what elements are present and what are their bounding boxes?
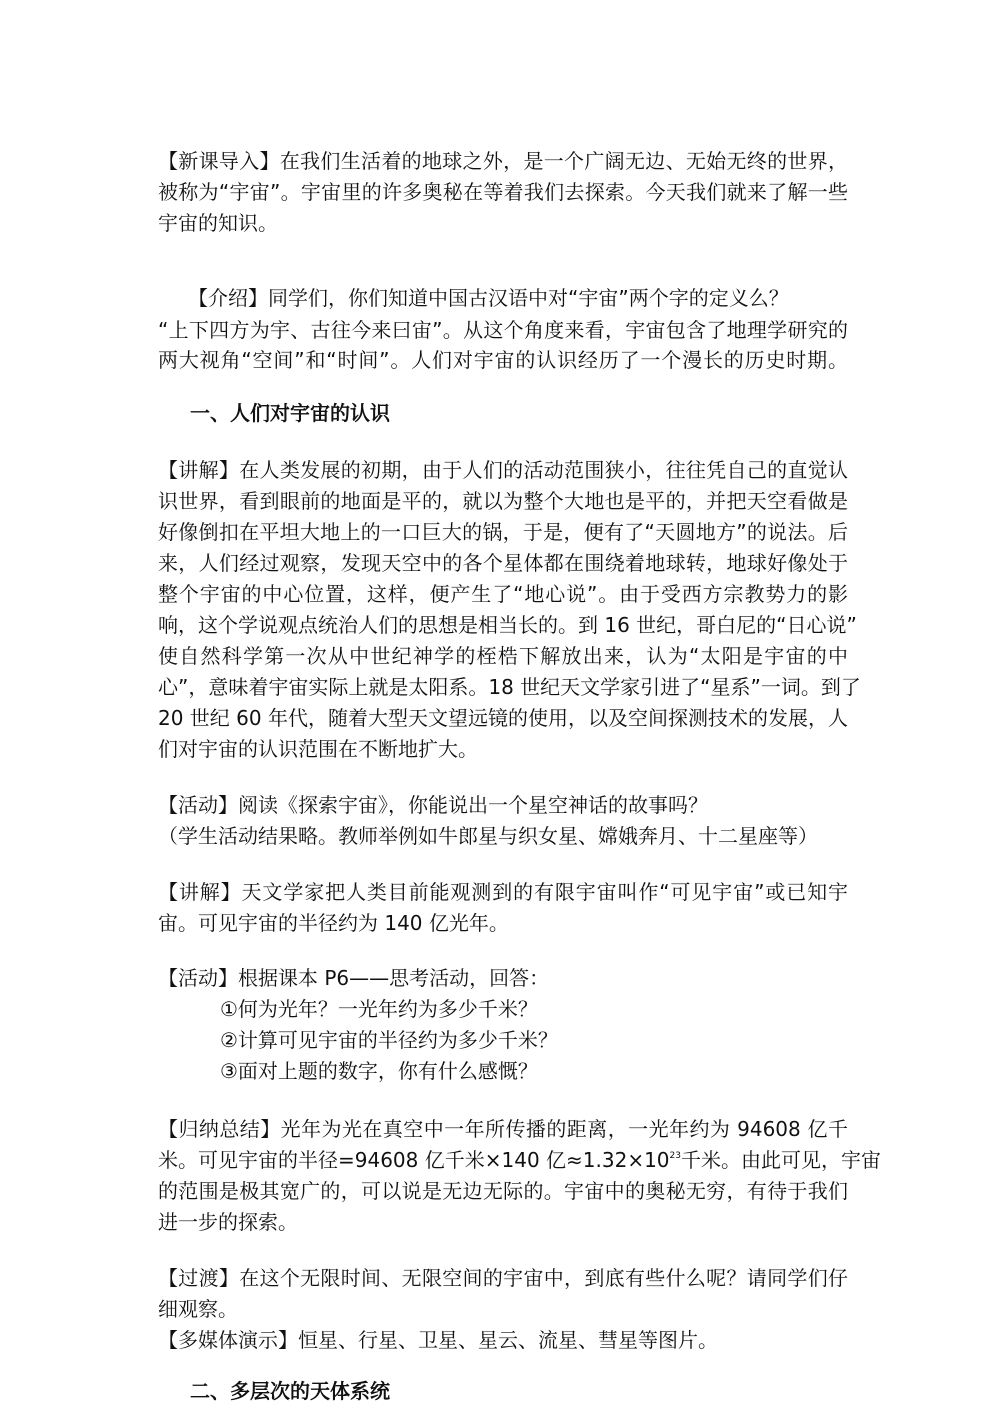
explain1-line-4: 来，人们经过观察，发现天空中的各个星体都在围绕着地球转，地球好像处于	[158, 551, 848, 575]
activity1-line-1: 【活动】阅读《探索宇宙》，你能说出一个星空神话的故事吗？	[158, 793, 708, 817]
explain1-line-5: 整个宇宙的中心位置，这样，便产生了“地心说”。由于受西方宗教势力的影	[158, 582, 848, 606]
activity2-question-3: ③面对上题的数字，你有什么感慨？	[220, 1059, 538, 1083]
explain2-line-2: 宙。可见宇宙的半径约为 140 亿光年。	[158, 911, 509, 935]
explain1-line-9: 20 世纪 60 年代，随着大型天文望远镜的使用，以及空间探测技术的发展，人	[158, 706, 848, 730]
summary-line-4: 进一步的探索。	[158, 1210, 298, 1234]
intro-line-3: 宇宙的知识。	[158, 211, 278, 235]
activity1-line-2: （学生活动结果略。教师举例如牛郎星与织女星、嫦娥奔月、十二星座等）	[158, 824, 818, 848]
summary-line-1: 【归纳总结】光年为光在真空中一年所传播的距离，一光年约为 94608 亿千	[158, 1117, 848, 1141]
explain1-line-7: 使自然科学第一次从中世纪神学的桎梏下解放出来，认为“太阳是宇宙的中	[158, 644, 848, 668]
activity2-question-1: ①何为光年？一光年约为多少千米？	[220, 997, 538, 1021]
summary-exponent: 23	[669, 1151, 681, 1161]
explain1-line-6: 响，这个学说观点统治人们的思想是相当长的。到 16 世纪，哥白尼的“日心说”	[158, 613, 857, 637]
summary-line-3: 的范围是极其宽广的，可以说是无边无际的。宇宙中的奥秘无穷，有待于我们	[158, 1179, 848, 1203]
explain1-line-8: 心”，意味着宇宙实际上就是太阳系。18 世纪天文学家引进了“星系”一词。到了	[158, 675, 861, 699]
section-heading-1: 一、人们对宇宙的认识	[190, 401, 390, 425]
multimedia-line: 【多媒体演示】恒星、行星、卫星、星云、流星、彗星等图片。	[158, 1328, 718, 1352]
explain1-line-3: 好像倒扣在平坦大地上的一口巨大的锅，于是，便有了“天圆地方”的说法。后	[158, 520, 848, 544]
introduce-line-3: 两大视角“空间”和“时间”。人们对宇宙的认识经历了一个漫长的历史时期。	[158, 348, 848, 372]
summary-line-2-before: 米。可见宇宙的半径=94608 亿千米×140 亿≈1.32×10	[158, 1148, 670, 1172]
summary-line-2	[158, 1145, 881, 1175]
explain2-line-1: 【讲解】天文学家把人类目前能观测到的有限宇宙叫作“可见宇宙”或已知宇	[158, 880, 848, 904]
intro-line-2: 被称为“宇宙”。宇宙里的许多奥秘在等着我们去探索。今天我们就来了解一些	[158, 180, 848, 204]
summary-line-2-after: 千米。由此可见，宇宙	[680, 1148, 881, 1172]
introduce-line-1: 【介绍】同学们，你们知道中国古汉语中对“宇宙”两个字的定义么？	[188, 286, 789, 310]
explain1-line-1: 【讲解】在人类发展的初期，由于人们的活动范围狭小，往往凭自己的直觉认	[158, 458, 848, 482]
section-heading-2: 二、多层次的天体系统	[190, 1379, 390, 1403]
explain1-line-10: 们对宇宙的认识范围在不断地扩大。	[158, 737, 478, 761]
transition-line-2: 细观察。	[158, 1297, 238, 1321]
activity2-intro: 【活动】根据课本 P6——思考活动，回答：	[158, 966, 550, 990]
activity2-question-2: ②计算可见宇宙的半径约为多少千米？	[220, 1028, 558, 1052]
introduce-line-2: “上下四方为宇、古往今来曰宙”。从这个角度来看，宇宙包含了地理学研究的	[158, 318, 848, 342]
intro-line-1: 【新课导入】在我们生活着的地球之外，是一个广阔无边、无始无终的世界，	[158, 149, 848, 173]
transition-line-1: 【过渡】在这个无限时间、无限空间的宇宙中，到底有些什么呢？请同学们仔	[158, 1266, 848, 1290]
explain1-line-2: 识世界，看到眼前的地面是平的，就以为整个大地也是平的，并把天空看做是	[158, 489, 848, 513]
